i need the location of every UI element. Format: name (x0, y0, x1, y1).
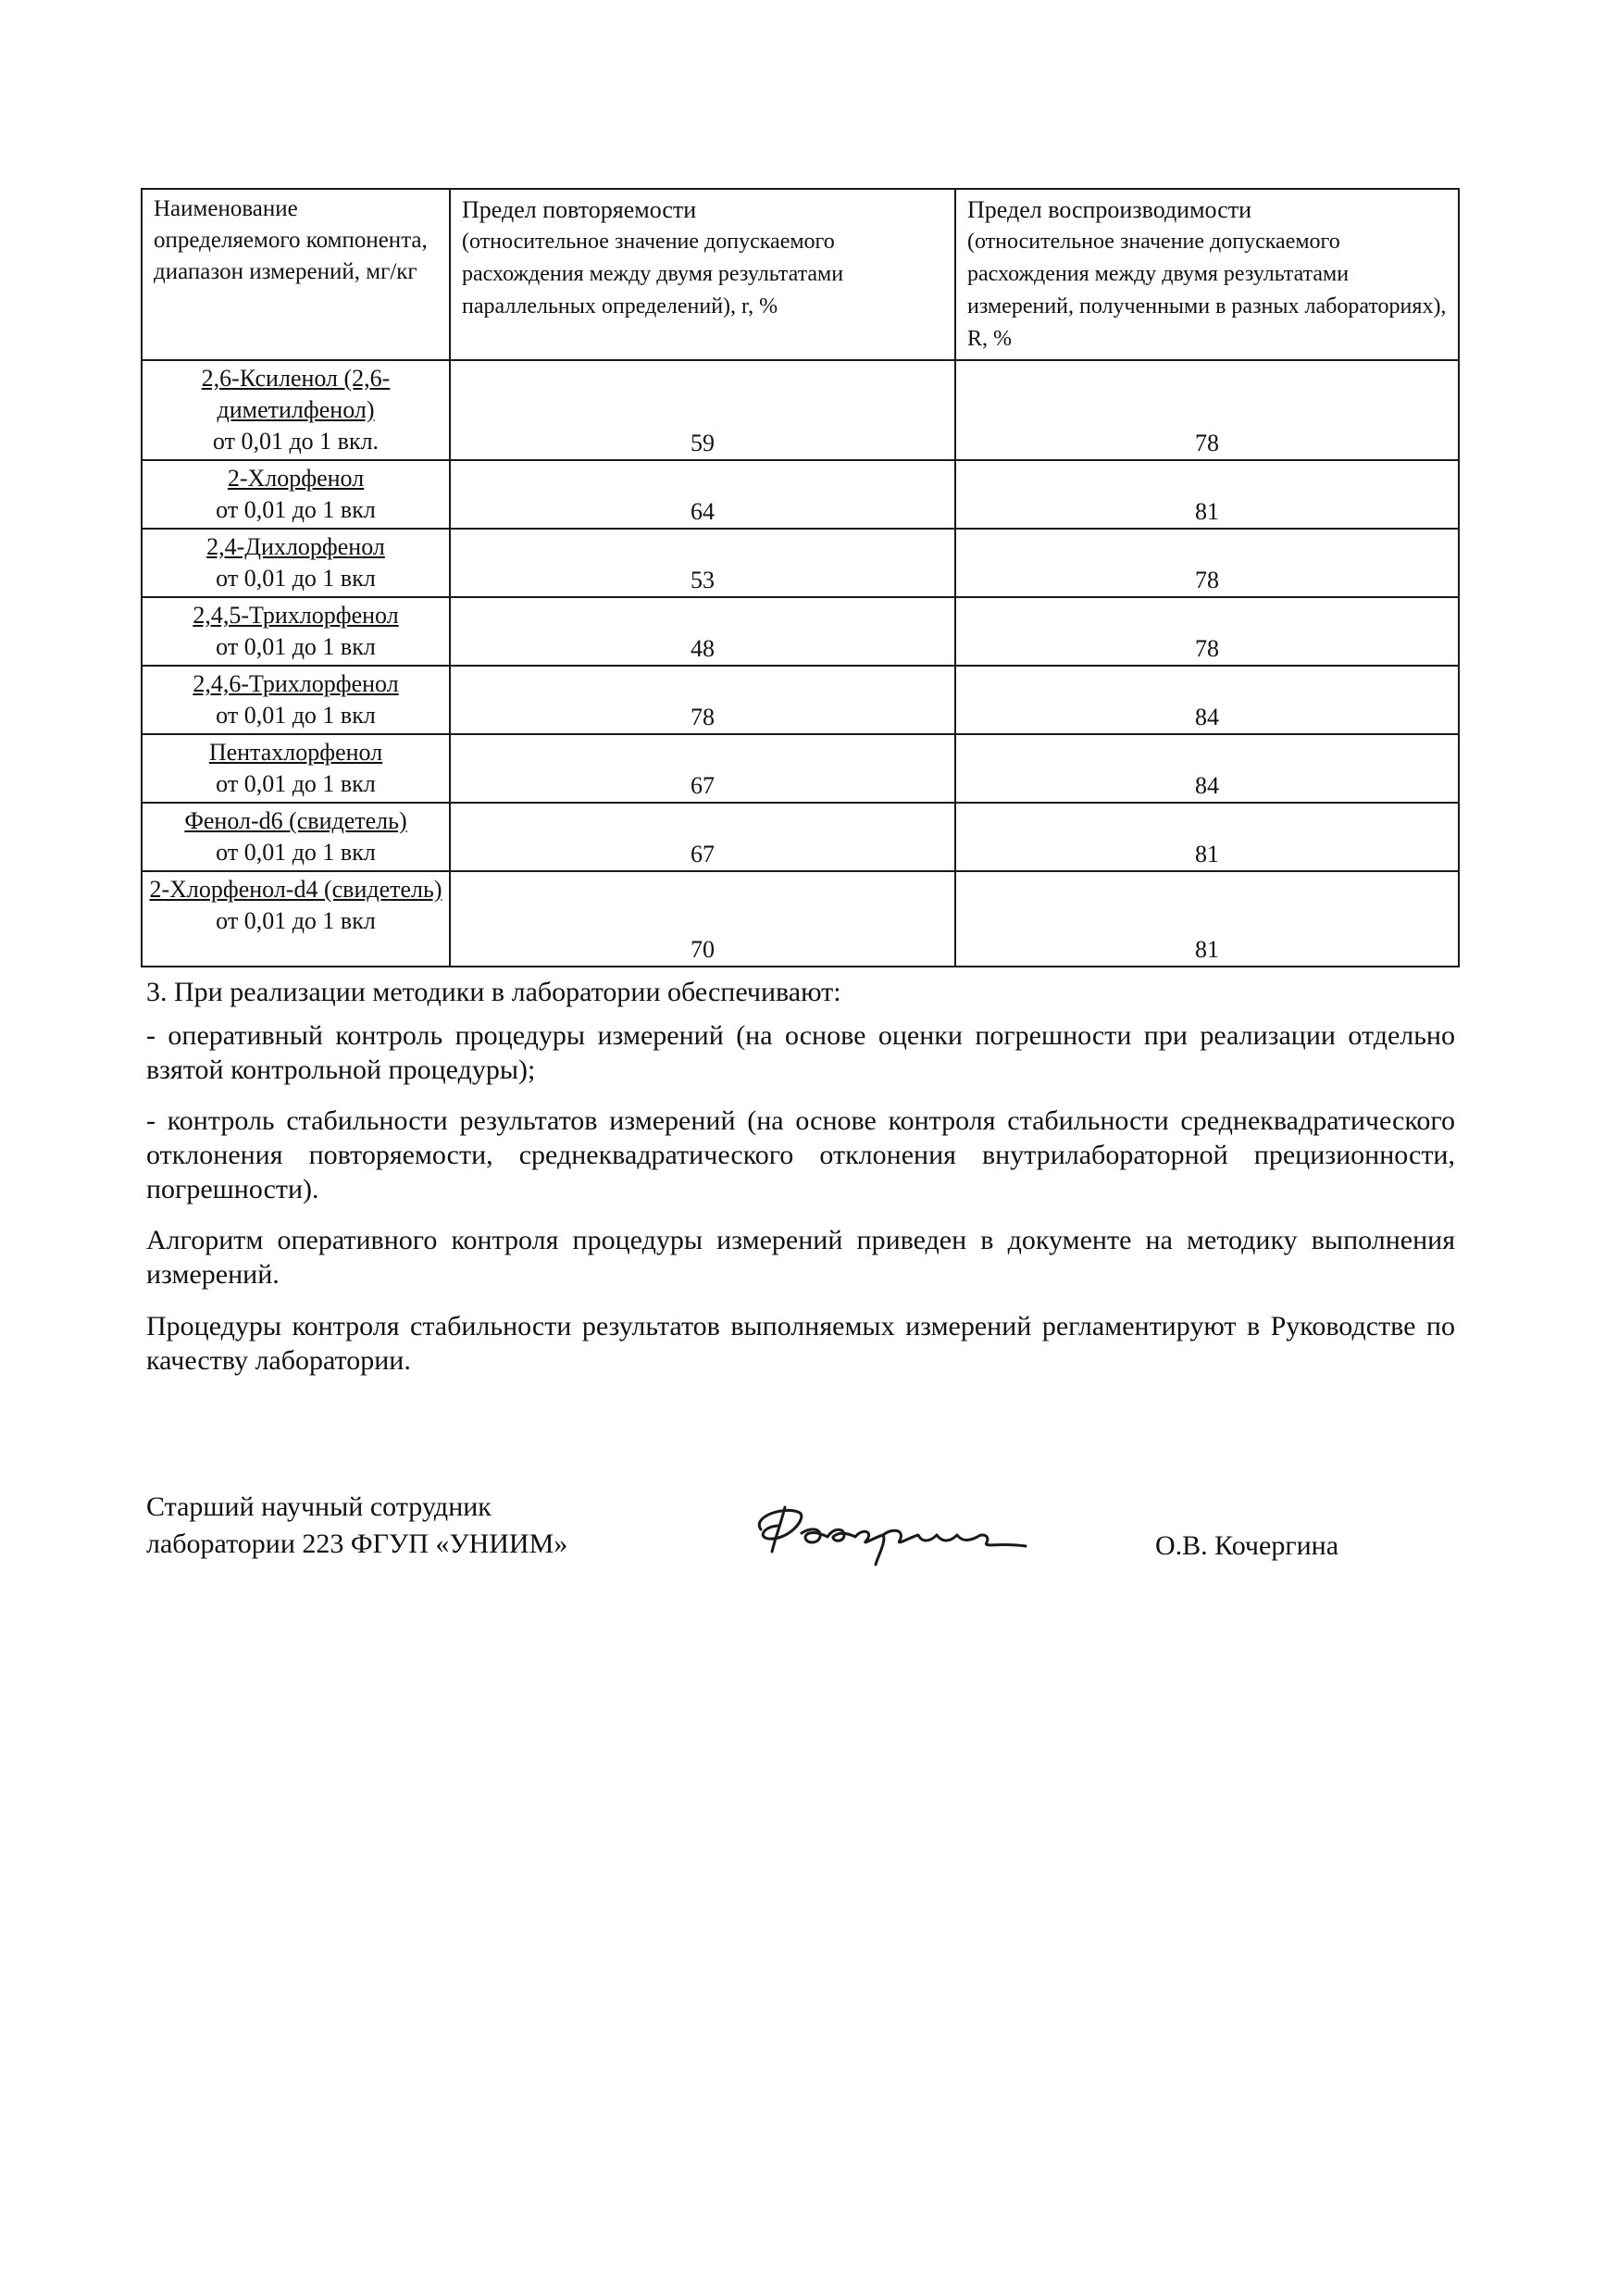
header-repeatability-text: (относительное значение допускаемого расхождения между двумя результатами параллельных определений), r, % (462, 230, 844, 318)
signatory-position (146, 1489, 567, 1563)
table-row (142, 871, 1459, 967)
measurement-range: от 0,01 до 1 вкл (216, 907, 376, 934)
table-header-row (142, 189, 1459, 360)
table-row (142, 597, 1459, 666)
precision-limits-table (141, 188, 1460, 967)
repeatability-value: 53 (450, 529, 955, 597)
header-reproducibility (955, 189, 1459, 360)
measurement-range: от 0,01 до 1 вкл (216, 633, 376, 660)
handwritten-signature (748, 1500, 1037, 1574)
measurement-range: от 0,01 до 1 вкл. (212, 428, 380, 455)
header-reproducibility-title: Предел воспроизводимости (967, 196, 1252, 223)
component-name: 2,4,6-Трихлорфенол (193, 670, 399, 697)
paragraph-text: Алгоритм оперативного контроля процедуры измерений приведен в документе на методику выполнения измерений. (146, 1225, 1455, 1290)
paragraph-text: Процедуры контроля стабильности результатов выполняемых измерений регламентируют в Руководстве по качеству лаборатории. (146, 1311, 1455, 1376)
reproducibility-value: 84 (955, 666, 1459, 734)
table-row (142, 666, 1459, 734)
paragraph-operational-control (146, 1018, 1455, 1087)
reproducibility-value: 78 (955, 529, 1459, 597)
reproducibility-value: 81 (955, 871, 1459, 967)
position-line-1: Старший научный сотрудник (146, 1491, 492, 1522)
measurement-range: от 0,01 до 1 вкл (216, 702, 376, 729)
repeatability-value: 67 (450, 734, 955, 803)
section-heading: 3. При реализации методики в лаборатории обеспечивают: (146, 977, 841, 1007)
reproducibility-value: 78 (955, 597, 1459, 666)
measurement-range: от 0,01 до 1 вкл (216, 839, 376, 866)
measurement-range: от 0,01 до 1 вкл (216, 496, 376, 523)
header-repeatability (450, 189, 955, 360)
component-name: 2-Хлорфенол (227, 465, 365, 492)
repeatability-value: 67 (450, 803, 955, 871)
paragraph-text: - контроль стабильности результатов измерений (на основе контроля стабильности среднеквадратического отклонения повторяемости, среднеквадратического отклонения внутрилабораторной прецизионности, погрешности). (146, 1105, 1455, 1204)
repeatability-value: 78 (450, 666, 955, 734)
reproducibility-value: 81 (955, 803, 1459, 871)
measurement-range: от 0,01 до 1 вкл (216, 770, 376, 797)
component-name: 2,4-Дихлорфенол (206, 533, 385, 560)
component-name: 2-Хлорфенол-d4 (свидетель) (149, 876, 442, 903)
table-row (142, 529, 1459, 597)
position-line-2: лаборатории 223 ФГУП «УНИИМ» (146, 1529, 568, 1559)
repeatability-value: 59 (450, 360, 955, 460)
paragraph-algorithm (146, 1223, 1455, 1292)
component-name: Пентахлорфенол (208, 739, 383, 766)
signatory-name: О.В. Кочергина (1155, 1530, 1339, 1561)
component-name: 2,4,5-Трихлорфенол (193, 602, 399, 629)
component-name: 2,6-Ксиленол (2,6-диметилфенол) (201, 365, 391, 423)
paragraph-text: - оперативный контроль процедуры измерений (на основе оценки погрешности при реализации отдельно взятой контрольной процедуры); (146, 1020, 1455, 1085)
header-repeatability-title: Предел повторяемости (462, 196, 697, 223)
reproducibility-value: 81 (955, 460, 1459, 529)
paragraph-procedures (146, 1309, 1455, 1378)
component-name: Фенол-d6 (свидетель) (184, 807, 407, 834)
table-row (142, 460, 1459, 529)
table-row (142, 360, 1459, 460)
header-component: Наименование определяемого компонента, диапазон измерений, мг/кг (142, 189, 450, 360)
header-reproducibility-text: (относительное значение допускаемого расхождения между двумя результатами измерений, полученными в разных лабораториях), R, % (967, 230, 1447, 351)
table-row (142, 803, 1459, 871)
table-row (142, 734, 1459, 803)
paragraph-stability-control (146, 1104, 1455, 1206)
repeatability-value: 70 (450, 871, 955, 967)
measurement-range: от 0,01 до 1 вкл (216, 565, 376, 592)
repeatability-value: 48 (450, 597, 955, 666)
reproducibility-value: 84 (955, 734, 1459, 803)
reproducibility-value: 78 (955, 360, 1459, 460)
repeatability-value: 64 (450, 460, 955, 529)
